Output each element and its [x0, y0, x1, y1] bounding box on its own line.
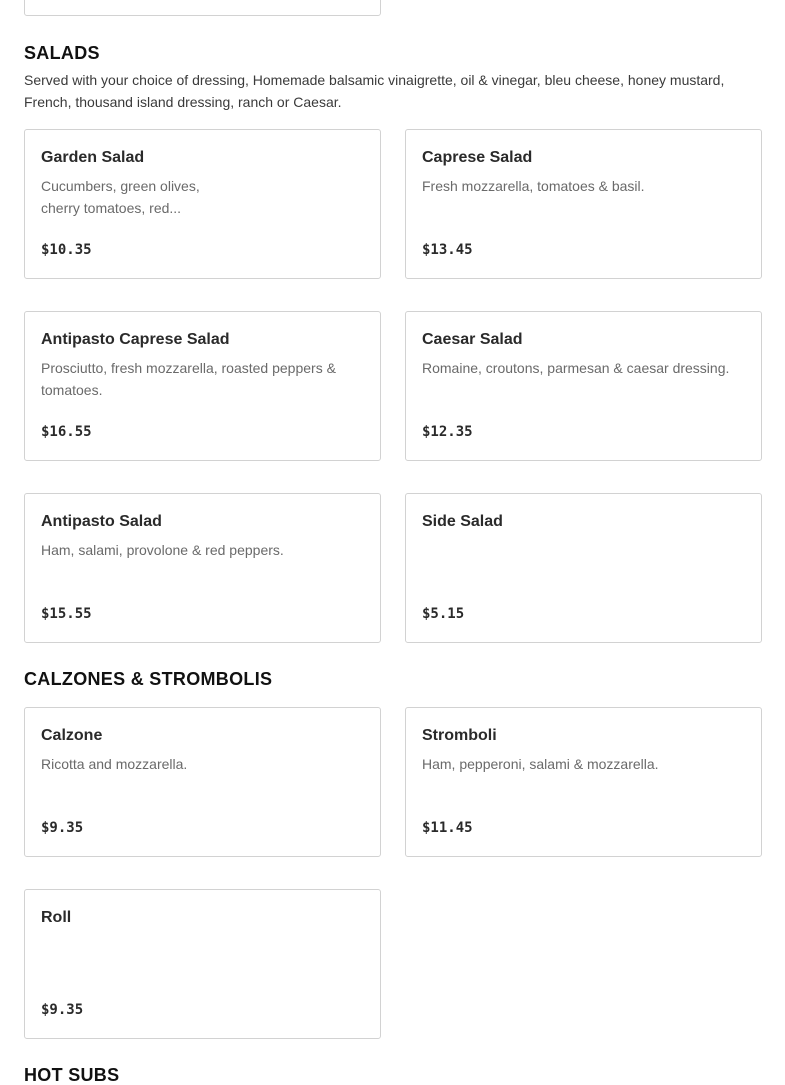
item-description: Prosciutto, fresh mozzarella, roasted peppers & tomatoes.: [41, 360, 336, 398]
item-description: Ham, salami, provolone & red peppers.: [41, 542, 284, 558]
menu-item-card-calzone[interactable]: [24, 707, 381, 857]
item-name: Calzone: [41, 727, 103, 744]
menu-item-card-previous[interactable]: [24, 0, 381, 16]
menu-item-card-roll[interactable]: [24, 889, 381, 1039]
item-name: Side Salad: [422, 513, 503, 530]
menu-item-card-caesar-salad[interactable]: [405, 311, 762, 461]
item-price: $16.55: [41, 424, 92, 440]
item-name: Stromboli: [422, 727, 497, 744]
menu-item-card-garden-salad[interactable]: [24, 129, 381, 279]
item-price: $12.35: [422, 424, 473, 440]
item-description: [41, 175, 366, 219]
menu-item-card-antipasto-caprese-salad[interactable]: [24, 311, 381, 461]
item-name: Roll: [41, 909, 72, 926]
item-name: Caesar Salad: [422, 331, 523, 348]
section-title-hot-subs: HOT SUBS: [24, 1065, 120, 1085]
item-description: Ham, pepperoni, salami & mozzarella.: [422, 756, 659, 772]
item-price: $15.55: [41, 606, 92, 622]
item-name: Antipasto Caprese Salad: [41, 331, 230, 348]
item-price: $9.35: [41, 820, 84, 836]
item-description-line: Cucumbers, green olives,: [41, 178, 200, 194]
item-name: Caprese Salad: [422, 149, 533, 166]
menu-item-card-caprese-salad[interactable]: [405, 129, 762, 279]
item-price: $11.45: [422, 820, 473, 836]
item-description: Romaine, croutons, parmesan & caesar dressing.: [422, 360, 730, 376]
item-name: Antipasto Salad: [41, 513, 162, 530]
item-description-line: cherry tomatoes, red...: [41, 200, 182, 216]
item-name: Garden Salad: [41, 149, 145, 166]
section-title-salads: SALADS: [24, 43, 100, 63]
section-title-calzones-strombolis: CALZONES & STROMBOLIS: [24, 669, 273, 689]
item-description: Ricotta and mozzarella.: [41, 756, 188, 772]
item-price: $13.45: [422, 242, 473, 258]
item-price: $5.15: [422, 606, 465, 622]
menu-item-card-side-salad[interactable]: [405, 493, 762, 643]
menu-item-card-antipasto-salad[interactable]: [24, 493, 381, 643]
section-description-salads: Served with your choice of dressing, Homemade balsamic vinaigrette, oil & vinegar, bleu cheese, honey mustard, French, thousand island dressing, ranch or Caesar.: [24, 72, 725, 110]
menu-item-card-stromboli[interactable]: [405, 707, 762, 857]
item-description: Fresh mozzarella, tomatoes & basil.: [422, 178, 645, 194]
item-price: $10.35: [41, 242, 92, 258]
item-price: $9.35: [41, 1002, 84, 1018]
